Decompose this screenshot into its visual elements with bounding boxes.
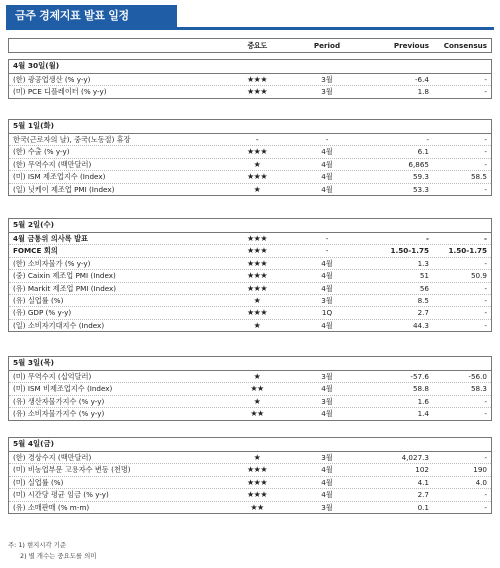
section-box xyxy=(8,119,492,196)
table-row xyxy=(9,320,491,331)
consensus-value: - xyxy=(484,295,487,305)
table-row xyxy=(9,295,491,307)
previous-value: 4.1 xyxy=(417,477,429,487)
section-date: 5월 4일(금) xyxy=(9,438,491,452)
header-importance: 중요도 xyxy=(247,41,267,50)
previous-value: 1.4 xyxy=(417,409,429,419)
section-date: 5월 2일(수) xyxy=(9,219,491,233)
importance-stars: ★★ xyxy=(250,502,264,512)
importance-stars: ★ xyxy=(253,159,261,169)
table-row xyxy=(9,245,491,257)
previous-value: 51 xyxy=(419,271,429,281)
consensus-value: - xyxy=(484,396,487,406)
importance-stars: ★★ xyxy=(250,384,264,394)
period-value: 4월 xyxy=(321,172,333,182)
section-box xyxy=(8,356,492,421)
previous-value: 4,027.3 xyxy=(401,453,429,462)
importance-stars: ★★★ xyxy=(246,87,267,97)
period-value: 4월 xyxy=(321,384,333,394)
indicator-name: (미) PCE 디플레이터 (% y-y) xyxy=(13,87,107,97)
period-value: 3월 xyxy=(321,453,333,462)
importance-stars: ★ xyxy=(253,396,261,406)
importance-stars: ★ xyxy=(253,372,261,381)
period-value: 4월 xyxy=(321,409,333,419)
importance-stars: ★★ xyxy=(250,409,264,419)
table-row xyxy=(9,408,491,419)
importance-stars: ★★★ xyxy=(246,258,267,268)
indicator-name: (일) 닛케이 제조업 PMI (Index) xyxy=(13,184,115,194)
indicator-name: (유) 소비자물가지수 (% y-y) xyxy=(13,409,105,419)
table-header xyxy=(8,38,492,53)
indicator-name: 4월 금통위 의사록 발표 xyxy=(13,234,88,243)
section-box xyxy=(8,59,492,99)
period-value: - xyxy=(325,135,329,144)
indicator-name: (한) 무역수지 (백만달러) xyxy=(13,159,92,169)
consensus-value: -56.0 xyxy=(468,372,487,381)
consensus-value: 190 xyxy=(473,465,487,475)
indicator-name: (미) 시간당 평균 임금 (% y-y) xyxy=(13,490,109,500)
consensus-value: 1.50-1.75 xyxy=(448,246,487,256)
section-date: 5월 1일(화) xyxy=(9,120,491,134)
previous-value: 0.1 xyxy=(417,502,429,512)
consensus-value: - xyxy=(484,283,487,293)
period-value: 4월 xyxy=(321,258,333,268)
importance-stars: ★ xyxy=(253,320,261,330)
consensus-value: - xyxy=(484,234,487,243)
period-value: 4월 xyxy=(321,147,333,157)
consensus-value: - xyxy=(484,502,487,512)
table-row xyxy=(9,502,491,513)
consensus-value: - xyxy=(484,308,487,318)
table-row xyxy=(9,464,491,476)
section-date: 4월 30일(월) xyxy=(9,60,491,74)
previous-value: 8.5 xyxy=(417,295,429,305)
period-value: 4월 xyxy=(321,283,333,293)
indicator-name: (한) 경상수지 (백만달러) xyxy=(13,453,92,462)
table-row xyxy=(9,477,491,489)
previous-value: 6,865 xyxy=(408,159,429,169)
consensus-value: - xyxy=(484,135,487,144)
importance-stars: ★★★ xyxy=(246,477,267,487)
table-row xyxy=(9,146,491,158)
period-value: 4월 xyxy=(321,465,333,475)
period-value: - xyxy=(325,234,329,243)
importance-stars: ★★★ xyxy=(246,246,267,256)
importance-stars: ★★★ xyxy=(246,147,267,157)
indicator-name: (미) 실업률 (%) xyxy=(13,477,64,487)
consensus-value: - xyxy=(484,258,487,268)
previous-value: -6.4 xyxy=(414,75,429,84)
table-row xyxy=(9,258,491,270)
previous-value: 2.7 xyxy=(417,490,429,500)
consensus-value: - xyxy=(484,490,487,500)
consensus-value: - xyxy=(484,75,487,84)
consensus-value: - xyxy=(484,409,487,419)
indicator-name: FOMCE 회의 xyxy=(13,246,58,256)
period-value: 4월 xyxy=(321,320,333,330)
period-value: 4월 xyxy=(321,159,333,169)
indicator-name: (유) GDP (% y-y) xyxy=(13,308,72,318)
period-value: 3월 xyxy=(321,502,333,512)
title-underline xyxy=(6,27,494,30)
previous-value: - xyxy=(426,234,429,243)
previous-value: 102 xyxy=(415,465,429,475)
importance-stars: ★ xyxy=(253,184,261,194)
consensus-value: - xyxy=(484,320,487,330)
importance-stars: ★ xyxy=(253,453,261,462)
consensus-value: - xyxy=(484,453,487,462)
previous-value: 56 xyxy=(419,283,429,293)
table-row xyxy=(9,489,491,501)
importance-stars: ★ xyxy=(253,295,261,305)
consensus-value: - xyxy=(484,159,487,169)
table-row xyxy=(9,383,491,395)
indicator-name: (한) 소비자물가 (% y-y) xyxy=(13,258,91,268)
period-value: 4월 xyxy=(321,271,333,281)
period-value: 4월 xyxy=(321,184,333,194)
previous-value: - xyxy=(426,135,429,144)
previous-value: 58.8 xyxy=(412,384,429,394)
indicator-name: (미) ISM 제조업지수 (Index) xyxy=(13,172,106,182)
table-row xyxy=(9,74,491,86)
table-row xyxy=(9,452,491,464)
importance-stars: ★★★ xyxy=(246,271,267,281)
period-value: 3월 xyxy=(321,87,333,97)
indicator-name: (유) Markit 제조업 PMI (Index) xyxy=(13,283,117,293)
importance-stars: ★★★ xyxy=(246,172,267,182)
table-row xyxy=(9,159,491,171)
indicator-name: (미) 비농업부문 고용자수 변동 (천명) xyxy=(13,465,131,475)
indicator-name: (유) 생산자물가지수 (% y-y) xyxy=(13,396,105,406)
table-row xyxy=(9,233,491,245)
indicator-name: (일) 소비자기대지수 (Index) xyxy=(13,320,105,330)
indicator-name: (한) 광공업생산 (% y-y) xyxy=(13,75,91,84)
table-row xyxy=(9,171,491,183)
previous-value: -57.6 xyxy=(410,372,429,381)
period-value: 4월 xyxy=(321,477,333,487)
indicator-name: (중) Caixin 제조업 PMI (Index) xyxy=(13,271,116,281)
indicator-name: (미) ISM 비제조업지수 (Index) xyxy=(13,384,113,394)
section-box xyxy=(8,437,492,514)
period-value: 3월 xyxy=(321,75,333,84)
period-value: 1Q xyxy=(321,308,333,318)
consensus-value: - xyxy=(484,87,487,97)
indicator-name: (유) 소매판매 (% m-m) xyxy=(13,502,90,512)
importance-stars: ★★★ xyxy=(246,490,267,500)
footnote: 2) 별 개수는 중요도를 의미 xyxy=(20,551,97,560)
previous-value: 1.8 xyxy=(417,87,429,97)
previous-value: 6.1 xyxy=(417,147,429,157)
footnote: 주: 1) 현지시각 기준 xyxy=(8,541,67,549)
importance-stars: ★★★ xyxy=(246,75,267,84)
table-row xyxy=(9,283,491,295)
period-value: - xyxy=(325,246,329,256)
importance-stars: ★★★ xyxy=(246,234,267,243)
indicator-name: (유) 실업률 (%) xyxy=(13,295,64,305)
table-row xyxy=(9,134,491,146)
table-row xyxy=(9,396,491,408)
importance-stars: ★★★ xyxy=(246,465,267,475)
importance-stars: - xyxy=(255,135,259,144)
period-value: 4월 xyxy=(321,490,333,500)
period-value: 3월 xyxy=(321,372,333,381)
consensus-value: 58.5 xyxy=(470,172,487,182)
page-title: 금주 경제지표 발표 일정 xyxy=(6,5,177,27)
previous-value: 44.3 xyxy=(412,320,429,330)
previous-value: 1.6 xyxy=(417,396,429,406)
section-box xyxy=(8,218,492,332)
footnotes xyxy=(8,540,96,561)
period-value: 3월 xyxy=(321,396,333,406)
consensus-value: 4.0 xyxy=(475,477,487,487)
consensus-value: 50.9 xyxy=(470,271,487,281)
previous-value: 2.7 xyxy=(417,308,429,318)
consensus-value: - xyxy=(484,147,487,157)
table-row xyxy=(9,270,491,282)
importance-stars: ★★★ xyxy=(246,308,267,318)
header-consensus: Consensus xyxy=(443,41,487,50)
period-value: 3월 xyxy=(321,295,333,305)
previous-value: 53.3 xyxy=(412,184,429,194)
importance-stars: ★★★ xyxy=(246,283,267,293)
table-row xyxy=(9,307,491,319)
indicator-name: (미) 무역수지 (십억달러) xyxy=(13,372,92,381)
previous-value: 1.3 xyxy=(417,258,429,268)
indicator-name: (한) 수출 (% y-y) xyxy=(13,147,70,157)
previous-value: 59.3 xyxy=(412,172,429,182)
table-row xyxy=(9,184,491,195)
previous-value: 1.50-1.75 xyxy=(390,246,429,256)
consensus-value: 58.3 xyxy=(470,384,487,394)
section-date: 5월 3일(목) xyxy=(9,357,491,371)
table-row xyxy=(9,371,491,383)
indicator-name: 한국(근로자의 날), 중국(노동절) 휴장 xyxy=(13,135,131,144)
header-previous: Previous xyxy=(393,41,429,50)
table-row xyxy=(9,86,491,97)
header-period: Period xyxy=(313,41,341,50)
consensus-value: - xyxy=(484,184,487,194)
